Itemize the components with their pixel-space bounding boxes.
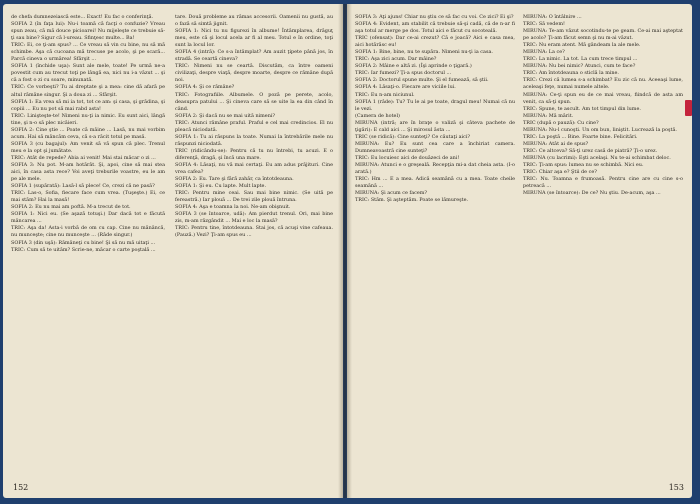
text-paragraph: TRIC: Am întotdeauna o sticlă la mine. bbox=[523, 70, 619, 77]
text-paragraph: MIRUNA: Ce-ţi spun eu de ce mai vreau, fiindcă de asta am venit, ca să-ţi spun. bbox=[523, 91, 683, 105]
text-paragraph: MIRUNA: Atunci e o greşeală. Recepţia mi-a dat cheia asta. (I-o arată.) bbox=[355, 161, 515, 176]
text-paragraph: TRIC: Eu n-am niciunul. bbox=[355, 91, 415, 98]
text-paragraph: SOFIA 1 (închide uşa): Sunt ale mele, toate! Pe urmă ne-a povestit cum au trecut toţi pe lângă ea, nici nu i-a văzut ... şi că a fost o zi cu soare, minunată. bbox=[11, 63, 165, 84]
text-paragraph: MIRUNA: Te-am văzut socotindu-te pe geam. Ce-ai mai aşteptat pe acolo? Ţi-am făcut semn şi nu m-ai văzut. bbox=[523, 28, 683, 42]
text-paragraph: SOFIA 1 (supărată): Lasă-l să plece! Ce, crezi că ne pasă? bbox=[11, 183, 155, 190]
text-paragraph: SOFIA 4: Lăsaţi, nu vă mai certaţi. Eu am adus prăjituri. Cine vrea cafea? bbox=[175, 161, 333, 176]
text-paragraph: TRIC: Ei, ce ţi-am spus? ... Ce vreau să vin cu bine, nu să mă schimbe. Aşa că cucoana mă trecuse pe acolo, şi pe scară... Parcă cineva o urmărea! Sfârşit ... bbox=[11, 42, 165, 63]
text-paragraph: TRIC: Ţi-am spus: lumea nu se schimbă. Nici eu. bbox=[523, 161, 644, 168]
text-paragraph: SOFIA 1: Nici tu nu figurezi în albume! Întâmplarea, drăguţ meu, este că şi locul acela ar fi al meu. Totul e în ordine, toţi sunt la locul lor. bbox=[175, 28, 333, 49]
text-paragraph: SOFIA 4: Aşa e toamna la noi. Ne-am obişnuit. bbox=[175, 204, 291, 211]
text-paragraph: MIRUNA: Şi acum ce facem? bbox=[355, 190, 428, 197]
text-paragraph: TRIC: Stăm. Şi aşteptăm. Poate se lămureşte. bbox=[355, 197, 469, 204]
right-page bbox=[347, 4, 692, 498]
text-paragraph: TRIC: Ce vorbeşti? Tu ai dreptate şi a mea: cine dă afară pe altul rămâne singur. Şi a doua zi ... Sfârşit. bbox=[11, 84, 165, 98]
left-page bbox=[3, 4, 343, 498]
text-paragraph: MIRUNA: La ce? bbox=[523, 49, 565, 56]
text-paragraph: (Camera de hotel) bbox=[355, 112, 400, 119]
text-paragraph: TRIC (se ridică): Cine sunteţi? Ce căutaţi aici? bbox=[355, 133, 471, 140]
left-page-column-2 bbox=[175, 14, 333, 486]
text-paragraph: MIRUNA: Mă mărit. bbox=[523, 112, 574, 119]
text-paragraph: SOFIA 3: Aţi ajuns! Chiar nu ştiu ce să fac cu voi. Ce zici? Ei şi? bbox=[355, 14, 514, 20]
text-paragraph: SOFIA 3 (din uşă): Rămâneţi cu bine! Şi să nu mă uitaţi ... bbox=[11, 239, 156, 246]
text-paragraph: SOFIA 1: Tu ai răspuns la toate. Numai la întrebările mele nu răspunzi niciodată. bbox=[175, 133, 333, 147]
text-paragraph: SOFIA 2: Doctorul spune multe. Şi el fumează, să ştii. bbox=[355, 77, 489, 84]
text-paragraph: SOFIA 2: Eu nu mai am poftă. M-a trecut de tot. bbox=[11, 204, 131, 211]
bookmark-tab[interactable] bbox=[685, 100, 692, 116]
text-paragraph: TRIC: Nu. Toamna e frumoasă. Pentru cine are cu cine s-o petreacă ... bbox=[523, 176, 683, 190]
text-paragraph: TRIC: Chiar aşa e? Ştii de ce? bbox=[523, 169, 597, 176]
text-paragraph: TRIC: Atât de repede? Abia ai venit! Mai stai măcar o zi ... bbox=[11, 154, 156, 161]
text-paragraph: TRIC: Fotografiile. Albumele. O poză pe perete, acolo, deasupra patului ... Şi cineva care să se uite la ea din când în când. bbox=[175, 91, 333, 112]
text-paragraph: SOFIA 3 (cu bagajul): Am venit să vă spun că plec. Trenul meu e la opt şi jumătate. bbox=[11, 140, 165, 154]
text-paragraph: TRIC (după o pauză): Cu cine? bbox=[523, 119, 599, 126]
text-paragraph: SOFIA 4: Şi ce rămâne? bbox=[175, 84, 235, 91]
text-paragraph: SOFIA 1 (râde): Tu? Tu le ai pe toate, dragul meu! Numai că nu le vezi. bbox=[355, 98, 515, 112]
text-paragraph: MIRUNA: Nu bei nimic? Atunci, cum te face? bbox=[523, 63, 636, 70]
text-paragraph: SOFIA 4: Lăsaţi-o. Fiecare are viciile lui. bbox=[355, 84, 456, 91]
text-paragraph: SOFIA 4 (intră): Ce s-a întâmplat? Am auzit ţipete până jos, în stradă. Se ceartă cineva? bbox=[175, 49, 333, 63]
text-paragraph: SOFIA 2: Mâine e altă zi. (Îşi aprinde o ţigară.) bbox=[355, 63, 472, 70]
text-paragraph: MIRUNA: O întâlnire ... bbox=[523, 14, 582, 20]
text-paragraph: TRIC: Nimeni nu se ceartă. Discutăm, ca între oameni civilizaţi, despre viaţă, despre moarte, despre ce rămâne după noi. bbox=[175, 63, 333, 84]
text-paragraph: TRIC: Pentru tine, întotdeauna. Stai jos, că acuşi vine cafeaua. (Pauză.) Vezi? Ţi-am spus eu ... bbox=[175, 225, 333, 239]
text-paragraph: TRIC: La nimic. La tot. La cum trece timpul ... bbox=[523, 56, 638, 63]
text-paragraph: MIRUNA (intră; are în braţe o valiză şi câteva pachete de ţigări): E cald aici ... Şi mirosul ăsta ... bbox=[355, 119, 515, 133]
text-paragraph: TRIC: Pentru mine ceai. Sau mai bine nimic. (Se uită pe fereastră.) Iar plouă ... De trei zile plouă întruna. bbox=[175, 190, 333, 204]
text-paragraph: SOFIA 1: Ea vrea să mi ia tot, tot ce am: şi casa, şi grădina, şi copiii ... Eu nu pot să mai rabd asta! bbox=[11, 98, 165, 112]
text-paragraph: TRIC: Hm ... E a mea. Adică seamănă cu a mea. Toate cheile seamănă ... bbox=[355, 176, 515, 190]
text-paragraph: MIRUNA (se întoarce): De ce? Nu ştiu. De-acum, aşa ... bbox=[523, 190, 661, 197]
text-paragraph: TRIC: Linişteşte-te! Nimeni nu-ţi ia nimic. Eu sunt aici, lângă tine, şi n-o să plec nicăieri. bbox=[11, 112, 165, 126]
left-page-column-1 bbox=[11, 14, 165, 486]
text-paragraph: MIRUNA: Eu? Eu sunt cea care a închiriat camera. Dumneavoastră cine sunteţi? bbox=[355, 140, 515, 154]
text-paragraph: SOFIA 3: Nu pot. M-am hotărât. Şi, apoi, cine să mai stea aici, în casa asta rece? Voi aveţi treburile voastre, eu le am pe ale mele. bbox=[11, 161, 165, 183]
right-page-column-2 bbox=[523, 14, 683, 474]
text-paragraph: TRIC: La poştă ... Bine. Foarte bine. Felicitări. bbox=[523, 133, 638, 140]
right-page-column-1 bbox=[355, 14, 515, 486]
text-paragraph: TRIC (ridicându-se): Pentru că tu nu întrebi, tu acuzi. E o diferenţă, dragă, şi încă una mare. bbox=[175, 147, 333, 161]
page-number-right: 153 bbox=[668, 483, 684, 492]
text-paragraph: de chefa dumnezeiască este... Exact! Eu fac o conferinţă. bbox=[11, 14, 154, 20]
text-paragraph: TRIC: Iar fumezi? Ţi-a spus doctorul ... bbox=[355, 70, 452, 77]
text-paragraph: TRIC: Aşa zici acum. Dar mâine? bbox=[355, 56, 437, 63]
text-paragraph: TRIC: Eu locuiesc aici de douăzeci de ani! bbox=[355, 154, 460, 161]
text-paragraph: TRIC: Spune, te ascult. Am tot timpul din lume. bbox=[523, 105, 641, 112]
text-paragraph: TRIC: Cum să te uităm? Scrie-ne, măcar o carte poştală ... bbox=[11, 246, 156, 253]
text-paragraph: TRIC: Crezi că lumea s-a schimbat? Eu zic că nu. Aceeaşi lume, aceleaşi feţe, numai numele altele. bbox=[523, 77, 683, 91]
text-paragraph: TRIC: Atunci rămâne praful. Praful e cel mai credincios. El nu pleacă niciodată. bbox=[175, 119, 333, 133]
text-paragraph: SOFIA 2: Eu. Tare şi fără zahăr, ca întotdeauna. bbox=[175, 176, 294, 183]
text-paragraph: SOFIA 2 (în faţa lui): Nu-i toamă că facţi o confuzie? Vreau spun zeau, că mă douce picioarei! Nu mijeleşte ce trebuie să-ţi sau bine? Sigur că l-ureau. Sfinţesc multe... Ba! bbox=[11, 21, 165, 42]
text-paragraph: SOFIA 2: Şi dacă nu se mai uită nimeni? bbox=[175, 112, 276, 119]
text-paragraph: SOFIA 3 (se întoarce, udă): Am pierdut trenul. Ori, mai bine zis, m-am răzgândit ... Mai e loc la masă? bbox=[175, 211, 333, 225]
text-paragraph: SOFIA 4: Evident, am stabilit că trebuie să-şi cadă, că de n-ar fi aşa totul ar merge pe dos. Totul aici e făcut cu socoteală. bbox=[355, 21, 515, 35]
text-paragraph: MIRUNA: Atât ai de spus? bbox=[523, 140, 589, 147]
text-paragraph: TRIC (ofensat): Dar ce-ai crezut? Că e joacă? Aici e casa mea, aici hotărăsc eu! bbox=[355, 35, 515, 49]
text-paragraph: tare. Două probleme au rămas accesorii. Oamenii nu gustă, au o fază să simtă jignit. bbox=[175, 14, 333, 28]
text-paragraph: MIRUNA (cu lacrimi): Eşti acelaşi. Nu te-ai schimbat deloc. bbox=[523, 154, 671, 161]
text-paragraph: SOFIA 1: Bine, bine, nu te supăra. Nimeni nu-ţi ia casa. bbox=[355, 49, 493, 56]
text-paragraph: TRIC: Să vedem! bbox=[523, 21, 565, 28]
text-paragraph: SOFIA 1: Nici eu. (Se aşază totuşi.) Dar dacă tot e făcută mâncarea ... bbox=[11, 211, 165, 225]
text-paragraph: SOFIA 2: Cine ştie ... Poate că mâine ... Lasă, nu mai vorbim acum. Hai să mâncăm ceva, că s-a răcit totul pe masă. bbox=[11, 126, 165, 140]
text-paragraph: MIRUNA: Nu-l cunoşti. Un om bun, liniştit. Lucrează la poştă. bbox=[523, 126, 677, 133]
text-paragraph: SOFIA 1: Şi eu. Cu lapte. Mult lapte. bbox=[175, 183, 266, 190]
text-paragraph: TRIC: Ce altceva? Să-ţi urez casă de piatră? Ţi-o urez. bbox=[523, 147, 658, 154]
text-paragraph: TRIC: Las-o, Sofia, fiecare face cum vrea. (Tuşeşte.) Ei, ce mai stăm? Hai la masă! bbox=[11, 190, 165, 204]
page-number-left: 152 bbox=[13, 483, 29, 492]
text-paragraph: TRIC: Nu eram atent. Mă gândeam la ale mele. bbox=[523, 42, 641, 49]
book-spine-gutter bbox=[338, 4, 352, 498]
text-paragraph: TRIC: Aşa da! Asta-i vorbă de om cu cap. Cine nu mănâncă, nu munceşte; cine nu munceşte ... (Râde singur.) bbox=[11, 225, 165, 239]
